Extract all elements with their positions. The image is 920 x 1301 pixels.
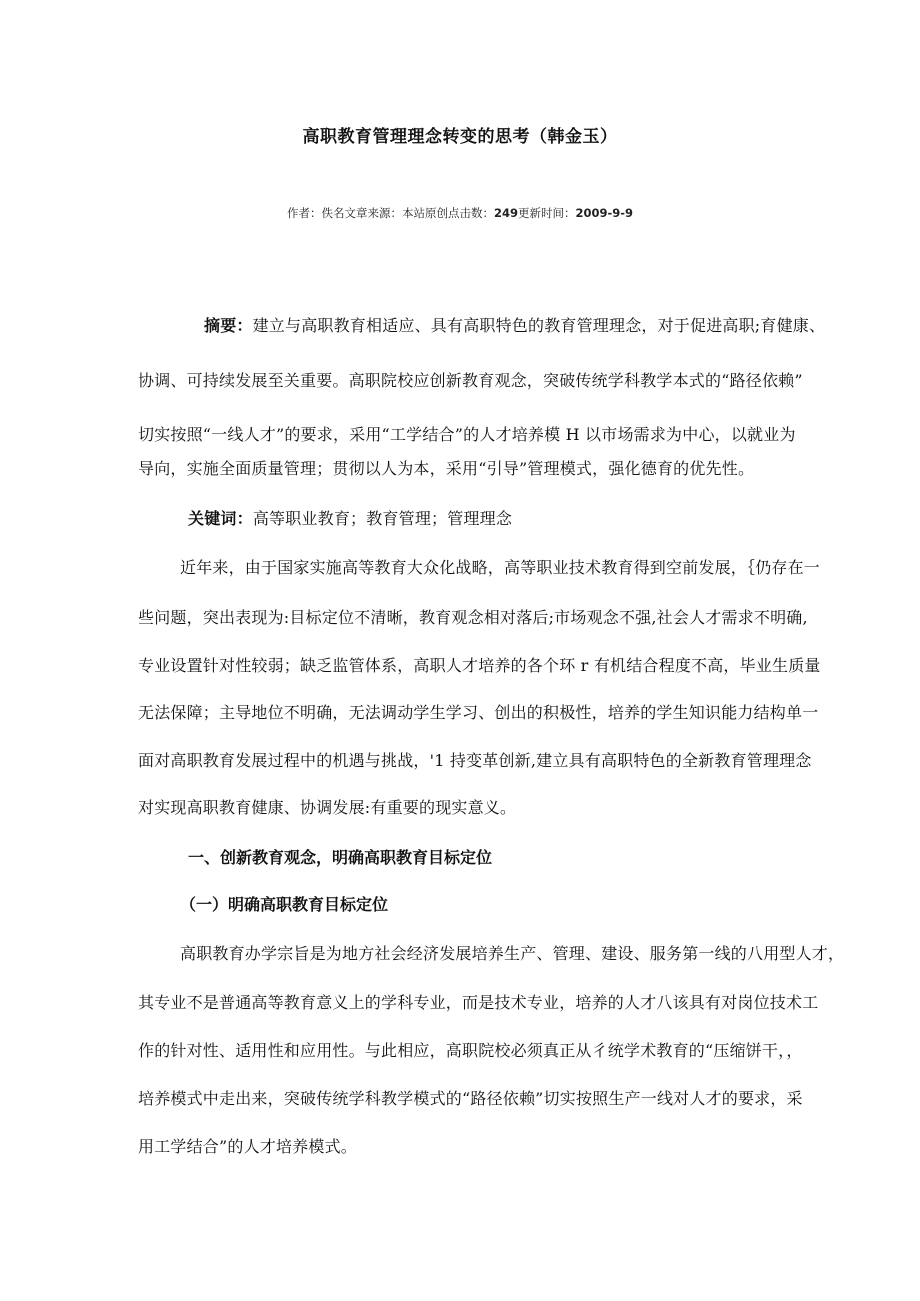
section-1-1-line-5: 用工学结合”的人才培养模式。 xyxy=(138,1137,357,1156)
abstract-line-3: 切实按照“一线人才”的要求，采用“工学结合”的人才培养模 H 以市场需求为中心，以就业为 xyxy=(138,425,796,444)
section-1-1-line-1: 高职教育办学宗旨是为地方社会经济发展培养生产、管理、建设、服务第一线的八用型人才， xyxy=(180,944,845,963)
section-1-1-line-2: 其专业不是普通高等教育意义上的学科专业，而是技术专业，培养的人才八该具有对岗位技术工 xyxy=(138,993,819,1012)
abstract-line-2: 协调、可持续发展至关重要。高职院校应创新教育观念，突破传统学科教学本式的“路径依赖” xyxy=(138,371,803,390)
intro-line-6: 对实现高职教育健康、协调发展:有重要的现实意义。 xyxy=(138,798,517,817)
intro-line-5: 面对高职教育发展过程中的机遇与挑战，'1 持变革创新,建立具有高职特色的全新教育管理理念 xyxy=(138,751,812,770)
meta-date: 2009-9-9 xyxy=(575,206,634,220)
meta-mid: 更新时间： xyxy=(517,206,576,220)
section-1-1-heading: （一）明确高职教育目标定位 xyxy=(180,895,389,914)
meta-prefix: 作者：佚名文章来源：本站原创点击数： xyxy=(286,206,494,220)
section-1-1-line-3: 作的针对性、适用性和应用性。与此相应，高职院校必须真正从彳统学术教育的“压缩饼干，， xyxy=(138,1041,803,1060)
intro-line-2: 些问题，突出表现为:目标定位不清晰，教育观念相对落后;市场观念不强,社会人才需求不明确, xyxy=(138,608,808,627)
keywords-text: 高等职业教育；教育管理；管理理念 xyxy=(252,509,513,528)
keywords-line xyxy=(188,507,512,531)
abstract-line-4: 导向，实施全面质量管理；贯彻以人为本，采用“引导”管理模式，强化德育的优先性。 xyxy=(138,459,755,478)
abstract-label: 摘要： xyxy=(204,316,253,335)
intro-line-1: 近年来，由于国家实施高等教育大众化战略，高等职业技术教育得到空前发展，｛仍存在一 xyxy=(180,558,821,577)
section-1-heading: 一、创新教育观念，明确高职教育目标定位 xyxy=(188,848,493,867)
section-1-1-line-4: 培养模式中走出来，突破传统学科教学模式的“路径依赖”切实按照生产一线对人才的要求，采 xyxy=(138,1089,803,1108)
keywords-label: 关键词： xyxy=(188,509,253,528)
intro-line-3: 专业设置针对性较弱；缺乏监管体系，高职人才培养的各个环 r 有机结合程度不高，毕业生质量 xyxy=(138,656,821,675)
article-meta xyxy=(0,205,920,221)
meta-hits: 249 xyxy=(493,206,518,220)
intro-line-4: 无法保障；主导地位不明确，无法调动学生学习、创出的积极性，培养的学生知识能力结构单一 xyxy=(138,703,819,722)
abstract-line-1 xyxy=(204,314,825,338)
abstract-text-1: 建立与高职教育相适应、具有高职特色的教育管理理念，对于促进高职;育健康、 xyxy=(252,316,826,335)
document-title: 高职教育管理理念转变的思考（韩金玉） xyxy=(302,127,618,147)
